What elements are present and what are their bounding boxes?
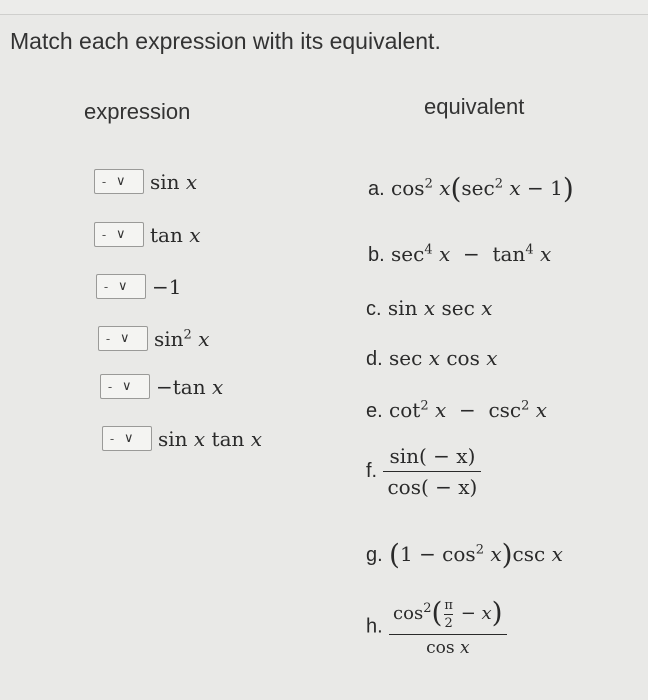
expression-text: $\sin^2 x$ [154,326,210,351]
expression-row-2 [94,222,200,247]
chevron-down-icon: ∨ [116,174,126,189]
match-dropdown-2[interactable]: - ∨ [94,222,144,247]
chevron-down-icon: ∨ [118,279,128,294]
chevron-down-icon: ∨ [122,379,132,394]
equivalent-f: f. $\frac{\sin( - x)}{\cos( - x)}$ [366,444,481,499]
header-equivalent: equivalent [424,94,525,119]
equivalent-h: h. $\cos^2$( $\frac{\pi}{2}$ − x) cos x [366,596,507,658]
match-dropdown-1[interactable]: - ∨ [94,169,144,194]
top-edge [0,0,648,15]
expression-row-5 [100,374,223,399]
expression-row-4 [98,326,209,351]
header-expression: expression [84,99,191,124]
expression-row-1 [94,169,197,194]
equivalent-d: d. sec x cos x [366,346,498,370]
expression-text: sin x [150,169,198,194]
equivalent-e: e. $\cot^2 x - \csc^2 x$ [366,398,548,422]
chevron-down-icon: ∨ [116,227,126,242]
fraction: $\cos^2$( $\frac{\pi}{2}$ − x) cos x [389,596,507,658]
match-dropdown-6[interactable]: - ∨ [102,426,152,451]
expression-text: tan x [150,222,201,247]
question-prompt: Match each expression with its equivalent. [10,28,441,54]
expression-text: −1 [152,274,182,299]
chevron-down-icon: ∨ [120,331,130,346]
chevron-down-icon: ∨ [124,431,134,446]
equivalent-g: g. $(1 - \cos^2 x)\csc$ x [366,538,563,571]
expression-row-3 [96,274,181,299]
equivalent-b: b. $\sec^4 x - \tan^4 x$ [368,242,552,266]
equivalent-c: c. sin x sec x [366,296,493,320]
equivalent-a: a. $\cos^2 x(\sec^2$ x − 1) [368,172,574,205]
expression-row-6 [102,426,262,451]
match-dropdown-5[interactable]: - ∨ [100,374,150,399]
expression-text: −tan x [156,374,224,399]
match-dropdown-4[interactable]: - ∨ [98,326,148,351]
fraction: $\frac{\sin( - x)}{\cos( - x)}$ [383,444,481,499]
match-dropdown-3[interactable]: - ∨ [96,274,146,299]
expression-text: sin x tan x [158,426,263,451]
